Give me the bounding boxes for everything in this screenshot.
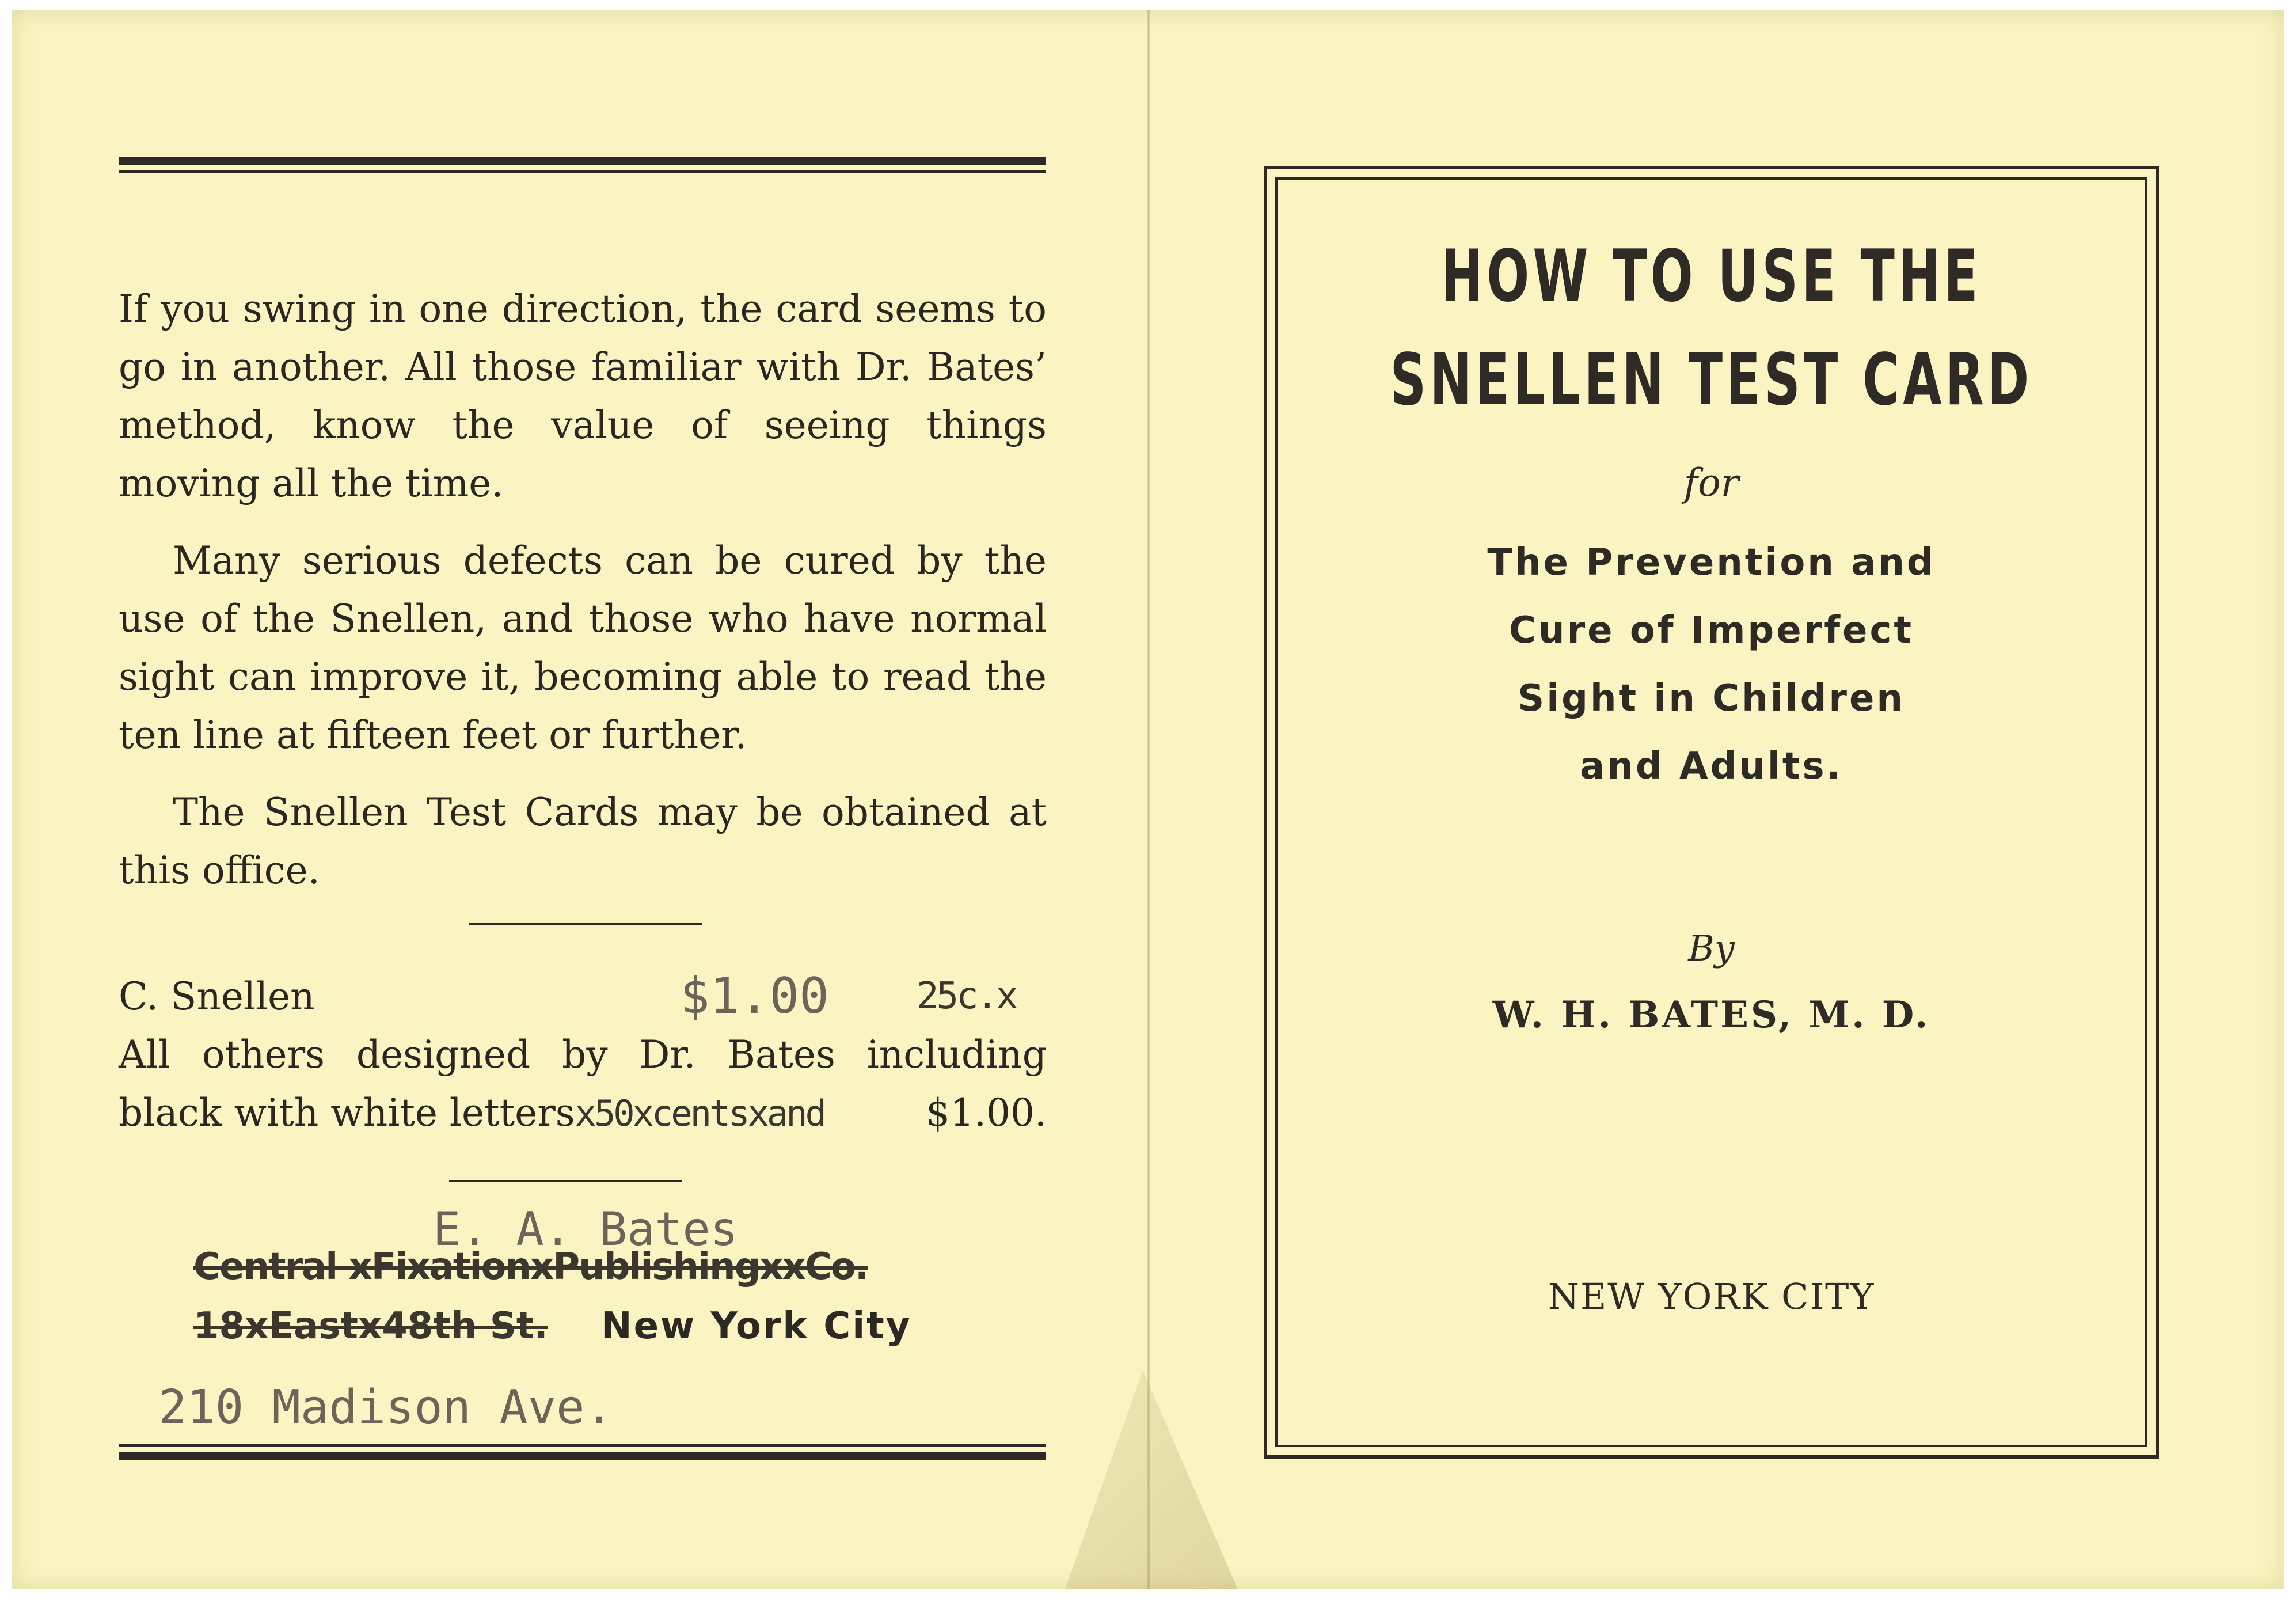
- subtitle-line-3: Sight in Children: [1518, 677, 1905, 720]
- author-name: W. H. BATES, M. D.: [1492, 993, 1930, 1037]
- city-name: New York City: [601, 1305, 912, 1347]
- for-label: for: [1683, 461, 1739, 505]
- paragraph-obtain: The Snellen Test Cards may be obtained at this office.: [119, 790, 1047, 893]
- others-line-2: [119, 1084, 1047, 1142]
- divider-short: [469, 923, 702, 925]
- struck-street: 18xEastx48th St.: [193, 1305, 548, 1347]
- subtitle-line-4: and Adults.: [1580, 745, 1843, 788]
- typed-name: E. A. Bates: [433, 1202, 738, 1256]
- publication-city: NEW YORK CITY: [1548, 1275, 1875, 1318]
- bottom-rule: [119, 1444, 1046, 1460]
- left-body-text: [119, 280, 1047, 918]
- others-struck: x50xcentsxand: [575, 1092, 824, 1134]
- typed-price: $1.00: [680, 967, 829, 1025]
- subtitle-line-2: Cure of Imperfect: [1509, 609, 1914, 652]
- snellen-label: C. Snellen: [119, 974, 315, 1019]
- typed-address: 210 Madison Ave.: [158, 1380, 613, 1435]
- struck-publisher: Central xFixationxPublishingxxCo.: [193, 1246, 868, 1288]
- title-line-1: HOW TO USE THE: [1441, 235, 1982, 318]
- snellen-price-line: [119, 967, 1047, 1026]
- title-line-2: SNELLEN TEST CARD: [1390, 339, 2033, 422]
- top-rule: [119, 157, 1046, 173]
- center-fold: [1147, 10, 1150, 1589]
- subtitle-line-1: The Prevention and: [1487, 541, 1936, 584]
- others-prefix: black with white letters: [119, 1091, 575, 1135]
- others-line-1: All others designed by Dr. Bates including: [119, 1032, 1047, 1077]
- divider-short-2: [449, 1180, 682, 1182]
- struck-price: 25c.x: [917, 975, 1016, 1018]
- paragraph-swing: If you swing in one direction, the card seems to go in another. All those familiar with Dr. Bates’ method, know the value of seeing things moving all the time.: [119, 287, 1047, 506]
- others-price: $1.00.: [926, 1091, 1047, 1135]
- by-label: By: [1688, 927, 1735, 969]
- paragraph-defects: Many serious defects can be cured by the use of the Snellen, and those who have normal sight can improve it, becoming able to read the ten line at fifteen feet or further.: [119, 538, 1047, 757]
- address-line: [193, 1297, 911, 1355]
